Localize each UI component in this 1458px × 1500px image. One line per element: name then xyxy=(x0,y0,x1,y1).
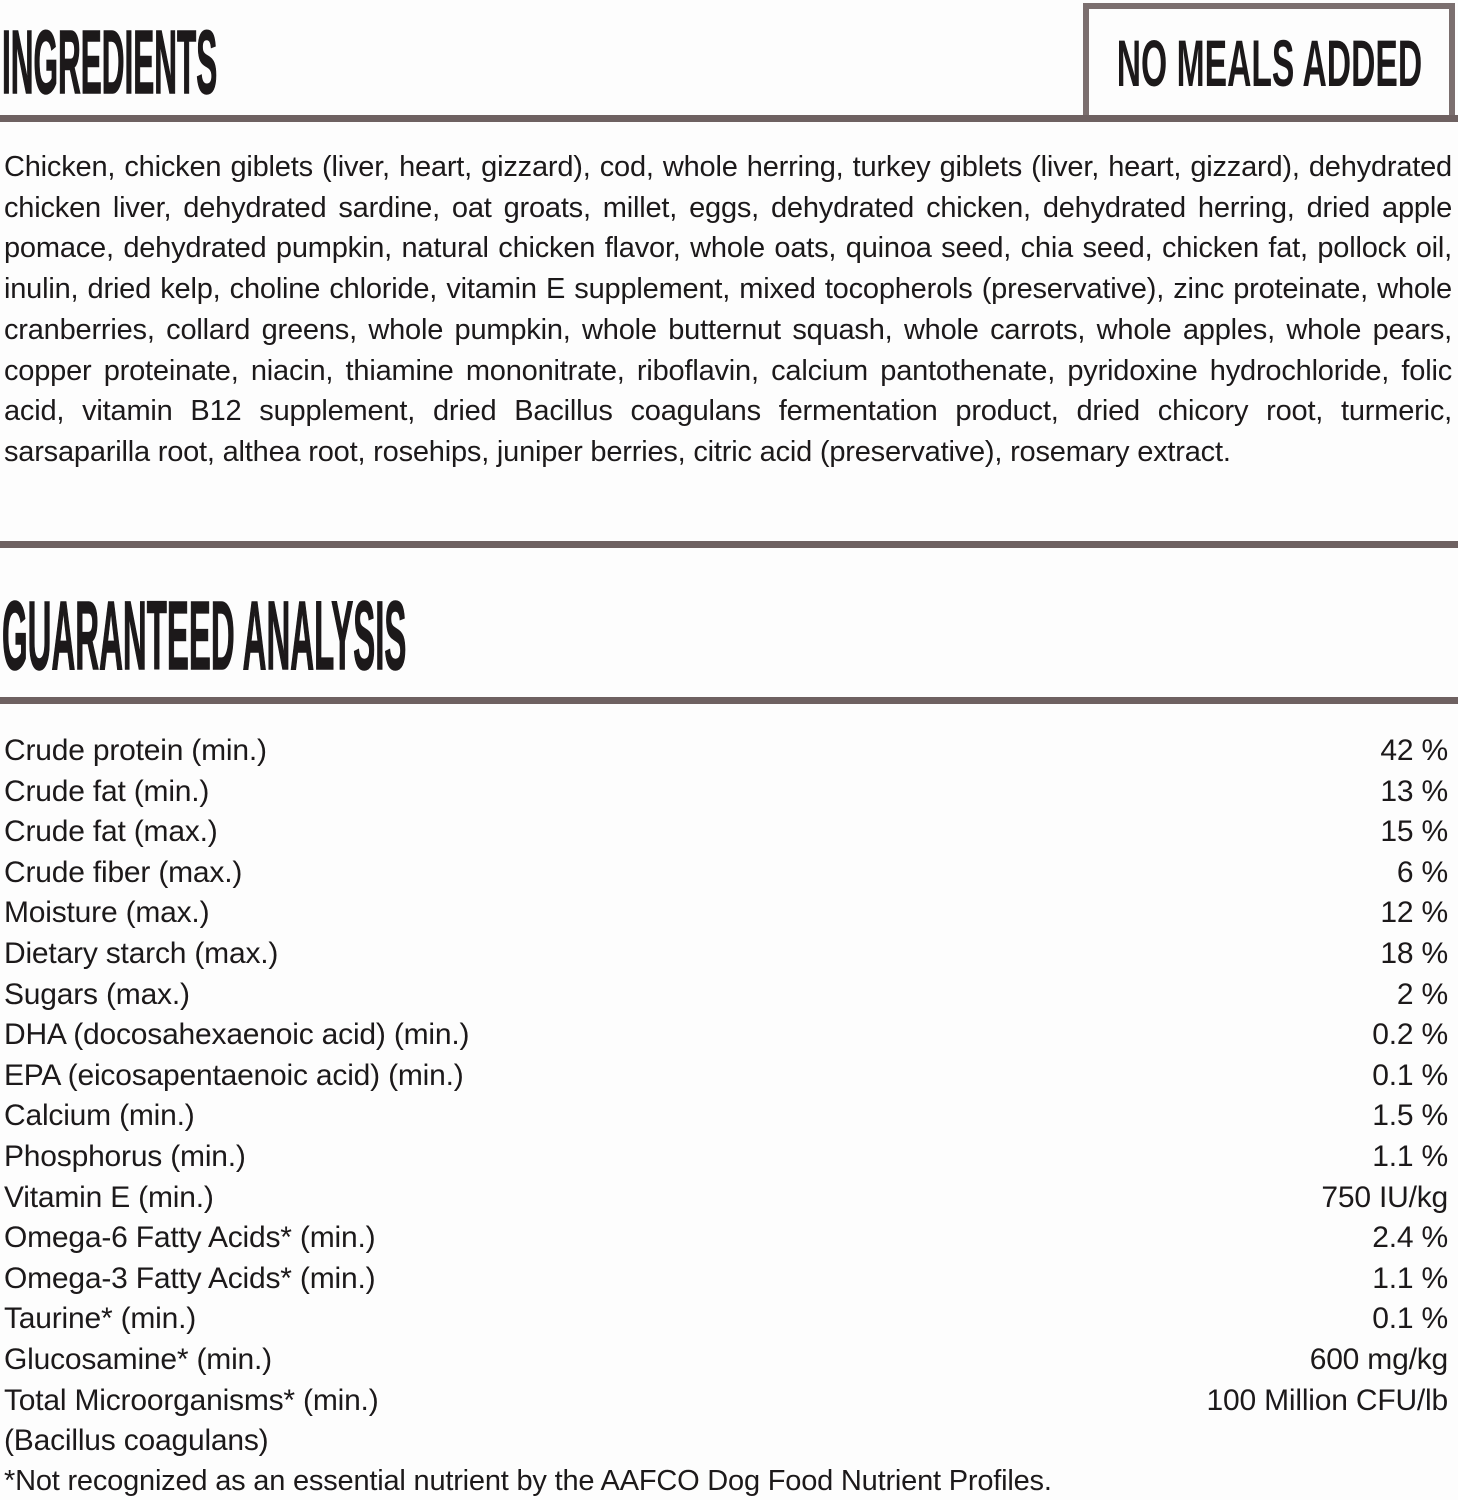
analysis-row-value: 0.1 % xyxy=(1372,1058,1448,1092)
analysis-row-label: Omega-3 Fatty Acids* (min.) xyxy=(4,1261,376,1295)
analysis-row-label: Calcium (min.) xyxy=(4,1099,195,1133)
analysis-row-label: Dietary starch (max.) xyxy=(4,936,279,970)
analysis-row-value: 15 % xyxy=(1380,815,1448,849)
analysis-row-value: 100 Million CFU/lb xyxy=(1206,1383,1448,1417)
analysis-row-label: Moisture (max.) xyxy=(4,896,210,930)
analysis-row xyxy=(4,812,1448,853)
analysis-row xyxy=(4,731,1448,772)
analysis-row-label: EPA (eicosapentaenoic acid) (min.) xyxy=(4,1058,464,1092)
analysis-row-value: 1.1 % xyxy=(1372,1261,1448,1295)
analysis-row-value: 18 % xyxy=(1380,936,1448,970)
analysis-row-label: Crude fat (max.) xyxy=(4,815,218,849)
analysis-row-value: 1.1 % xyxy=(1372,1139,1448,1173)
analysis-row xyxy=(4,1259,1448,1300)
analysis-row xyxy=(4,1137,1448,1178)
analysis-row xyxy=(4,934,1448,975)
analysis-row-value: 2.4 % xyxy=(1372,1221,1448,1255)
analysis-row-label: DHA (docosahexaenoic acid) (min.) xyxy=(4,1018,470,1052)
analysis-row-value: 13 % xyxy=(1380,774,1448,808)
analysis-row xyxy=(4,1340,1448,1381)
analysis-row xyxy=(4,1299,1448,1340)
analysis-row-value: 750 IU/kg xyxy=(1321,1180,1448,1214)
analysis-row xyxy=(4,1381,1448,1422)
analysis-row xyxy=(4,1218,1448,1259)
analysis-row xyxy=(4,772,1448,813)
analysis-row-label: Phosphorus (min.) xyxy=(4,1139,246,1173)
no-meals-added-badge xyxy=(1083,3,1455,122)
analysis-row-value: 0.2 % xyxy=(1372,1018,1448,1052)
analysis-row-label: Sugars (max.) xyxy=(4,977,190,1011)
analysis-row-value: 42 % xyxy=(1380,734,1448,767)
analysis-row xyxy=(4,1096,1448,1137)
analysis-row-label: Vitamin E (min.) xyxy=(4,1180,214,1214)
analysis-row xyxy=(4,853,1448,894)
analysis-row xyxy=(4,893,1448,934)
analysis-row-label: Taurine* (min.) xyxy=(4,1302,197,1336)
analysis-row-label: Total Microorganisms* (min.) xyxy=(4,1383,379,1417)
analysis-row-value: 6 % xyxy=(1396,855,1448,889)
analysis-row-label: Omega-6 Fatty Acids* (min.) xyxy=(4,1221,376,1255)
analysis-row-value: 600 mg/kg xyxy=(1309,1342,1448,1376)
analysis-row-label: Crude protein (min.) xyxy=(4,734,267,767)
analysis-row-value: 12 % xyxy=(1380,896,1448,930)
analysis-row xyxy=(4,1421,1448,1462)
analysis-row xyxy=(4,1178,1448,1219)
divider-under-ingredients-title xyxy=(0,115,1458,122)
analysis-row-value: 2 % xyxy=(1396,977,1448,1011)
divider-under-analysis-title xyxy=(0,697,1458,704)
analysis-row-label: Crude fat (min.) xyxy=(4,774,210,808)
guaranteed-analysis-section-title: GUARANTEED ANALYSIS xyxy=(2,581,407,690)
analysis-row-label: Glucosamine* (min.) xyxy=(4,1342,272,1376)
analysis-footnote: *Not recognized as an essential nutrient by the AAFCO Dog Food Nutrient Profiles. xyxy=(4,1465,1052,1497)
analysis-row-value: 0.1 % xyxy=(1372,1302,1448,1336)
analysis-row xyxy=(4,1015,1448,1056)
analysis-row xyxy=(4,1056,1448,1097)
ingredients-section-title: INGREDIENTS xyxy=(2,13,218,113)
analysis-row-value: 1.5 % xyxy=(1372,1099,1448,1133)
ingredients-paragraph: Chicken, chicken giblets (liver, heart, gizzard), cod, whole herring, turkey giblets (liver, heart, gizzard), dehydrated chicken liver, dehydrated sardine, oat groats, millet, eggs, dehydrated chicken, dehydrated herring, dried apple pomace, dehydrated pumpkin, natural chicken flavor, whole oats, quinoa seed, chia seed, chicken fat, pollock oil, inulin, dried kelp, choline chloride, vitamin E supplement, mixed tocopherols (preservative), zinc proteinate, whole cranberries, collard greens, whole pumpkin, whole butternut squash, whole carrots, whole apples, whole pears, copper proteinate, niacin, thiamine mononitrate, riboflavin, calcium pantothenate, pyridoxine hydrochloride, folic acid, vitamin B12 supplement, dried Bacillus coagulans fermentation product, dried chicory root, turmeric, sarsaparilla root, althea root, rosehips, juniper berries, citric acid (preservative), rosemary extract. xyxy=(4,151,1452,468)
no-meals-added-badge-label: NO MEALS ADDED xyxy=(1116,25,1422,100)
analysis-row xyxy=(4,975,1448,1016)
analysis-row-label: Crude fiber (max.) xyxy=(4,855,243,889)
analysis-row-label: (Bacillus coagulans) xyxy=(4,1424,269,1458)
analysis-table xyxy=(4,731,1448,1462)
divider-above-analysis-title xyxy=(0,541,1458,548)
